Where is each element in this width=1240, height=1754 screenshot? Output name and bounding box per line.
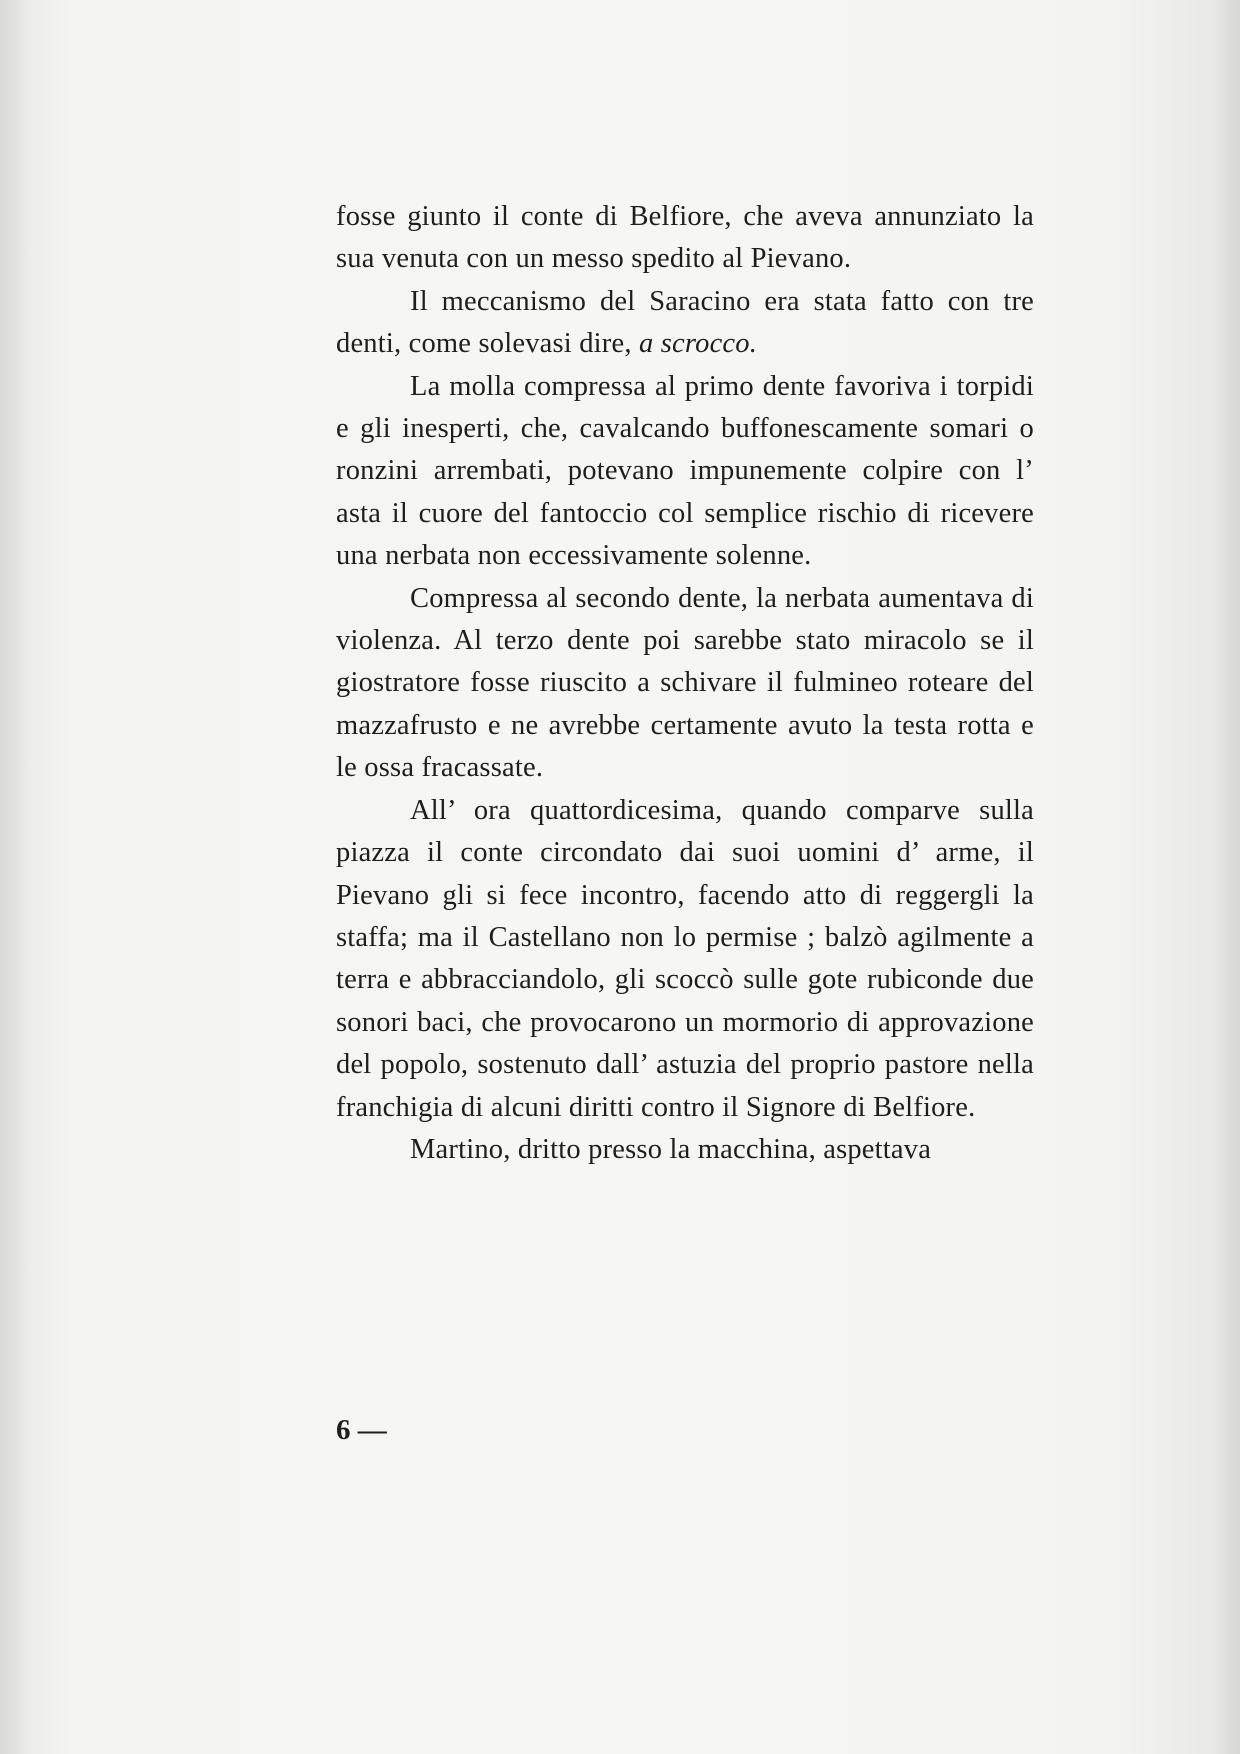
paragraph-2 [336, 281, 1034, 366]
paragraph-3: La molla compressa al primo dente favoriva i torpidi e gli inesperti, che, cavalcando buffonescamente somari o ronzini arrembati, potevano impunemente colpire con l’ asta il cuore del fantoccio col semplice rischio di ricevere una nerbata non eccessivamente solenne. [336, 370, 1034, 572]
paragraph-5: All’ ora quattordicesima, quando comparve sulla piazza il conte circondato dai suoi uomini d’ arme, il Pievano gli si fece incontro, facendo atto di reggergli la staffa; ma il Castellano non lo permise ; balzò agilmente a terra e abbracciandolo, gli scoccò sulle gote rubiconde due sonori baci, che provocarono un mormorio di approvazione del popolo, sostenuto dall’ astuzia del proprio pastore nella franchigia di alcuni diritti contro il Signore di Belfiore. [336, 794, 1034, 1123]
body-text [336, 196, 1034, 1171]
paragraph-4: Compressa al secondo dente, la nerbata aumentava di violenza. Al terzo dente poi sarebbe stato miracolo se il giostratore fosse riuscito a schivare il fulmineo roteare del mazzafrusto e ne avrebbe certamente avuto la testa rotta e le ossa fracassate. [336, 582, 1034, 784]
paragraph-2-text: Il meccanismo del Saracino era stata fatto con tre denti, come solevasi dire, [336, 285, 1034, 360]
page-number: 6 — [336, 1414, 387, 1446]
paragraph-1: fosse giunto il conte di Belfiore, che aveva annunziato la sua venuta con un messo spedito al Pievano. [336, 201, 1034, 275]
paragraph-6: Martino, dritto presso la macchina, aspettava [410, 1133, 932, 1165]
italic-phrase: a scrocco. [638, 328, 758, 360]
